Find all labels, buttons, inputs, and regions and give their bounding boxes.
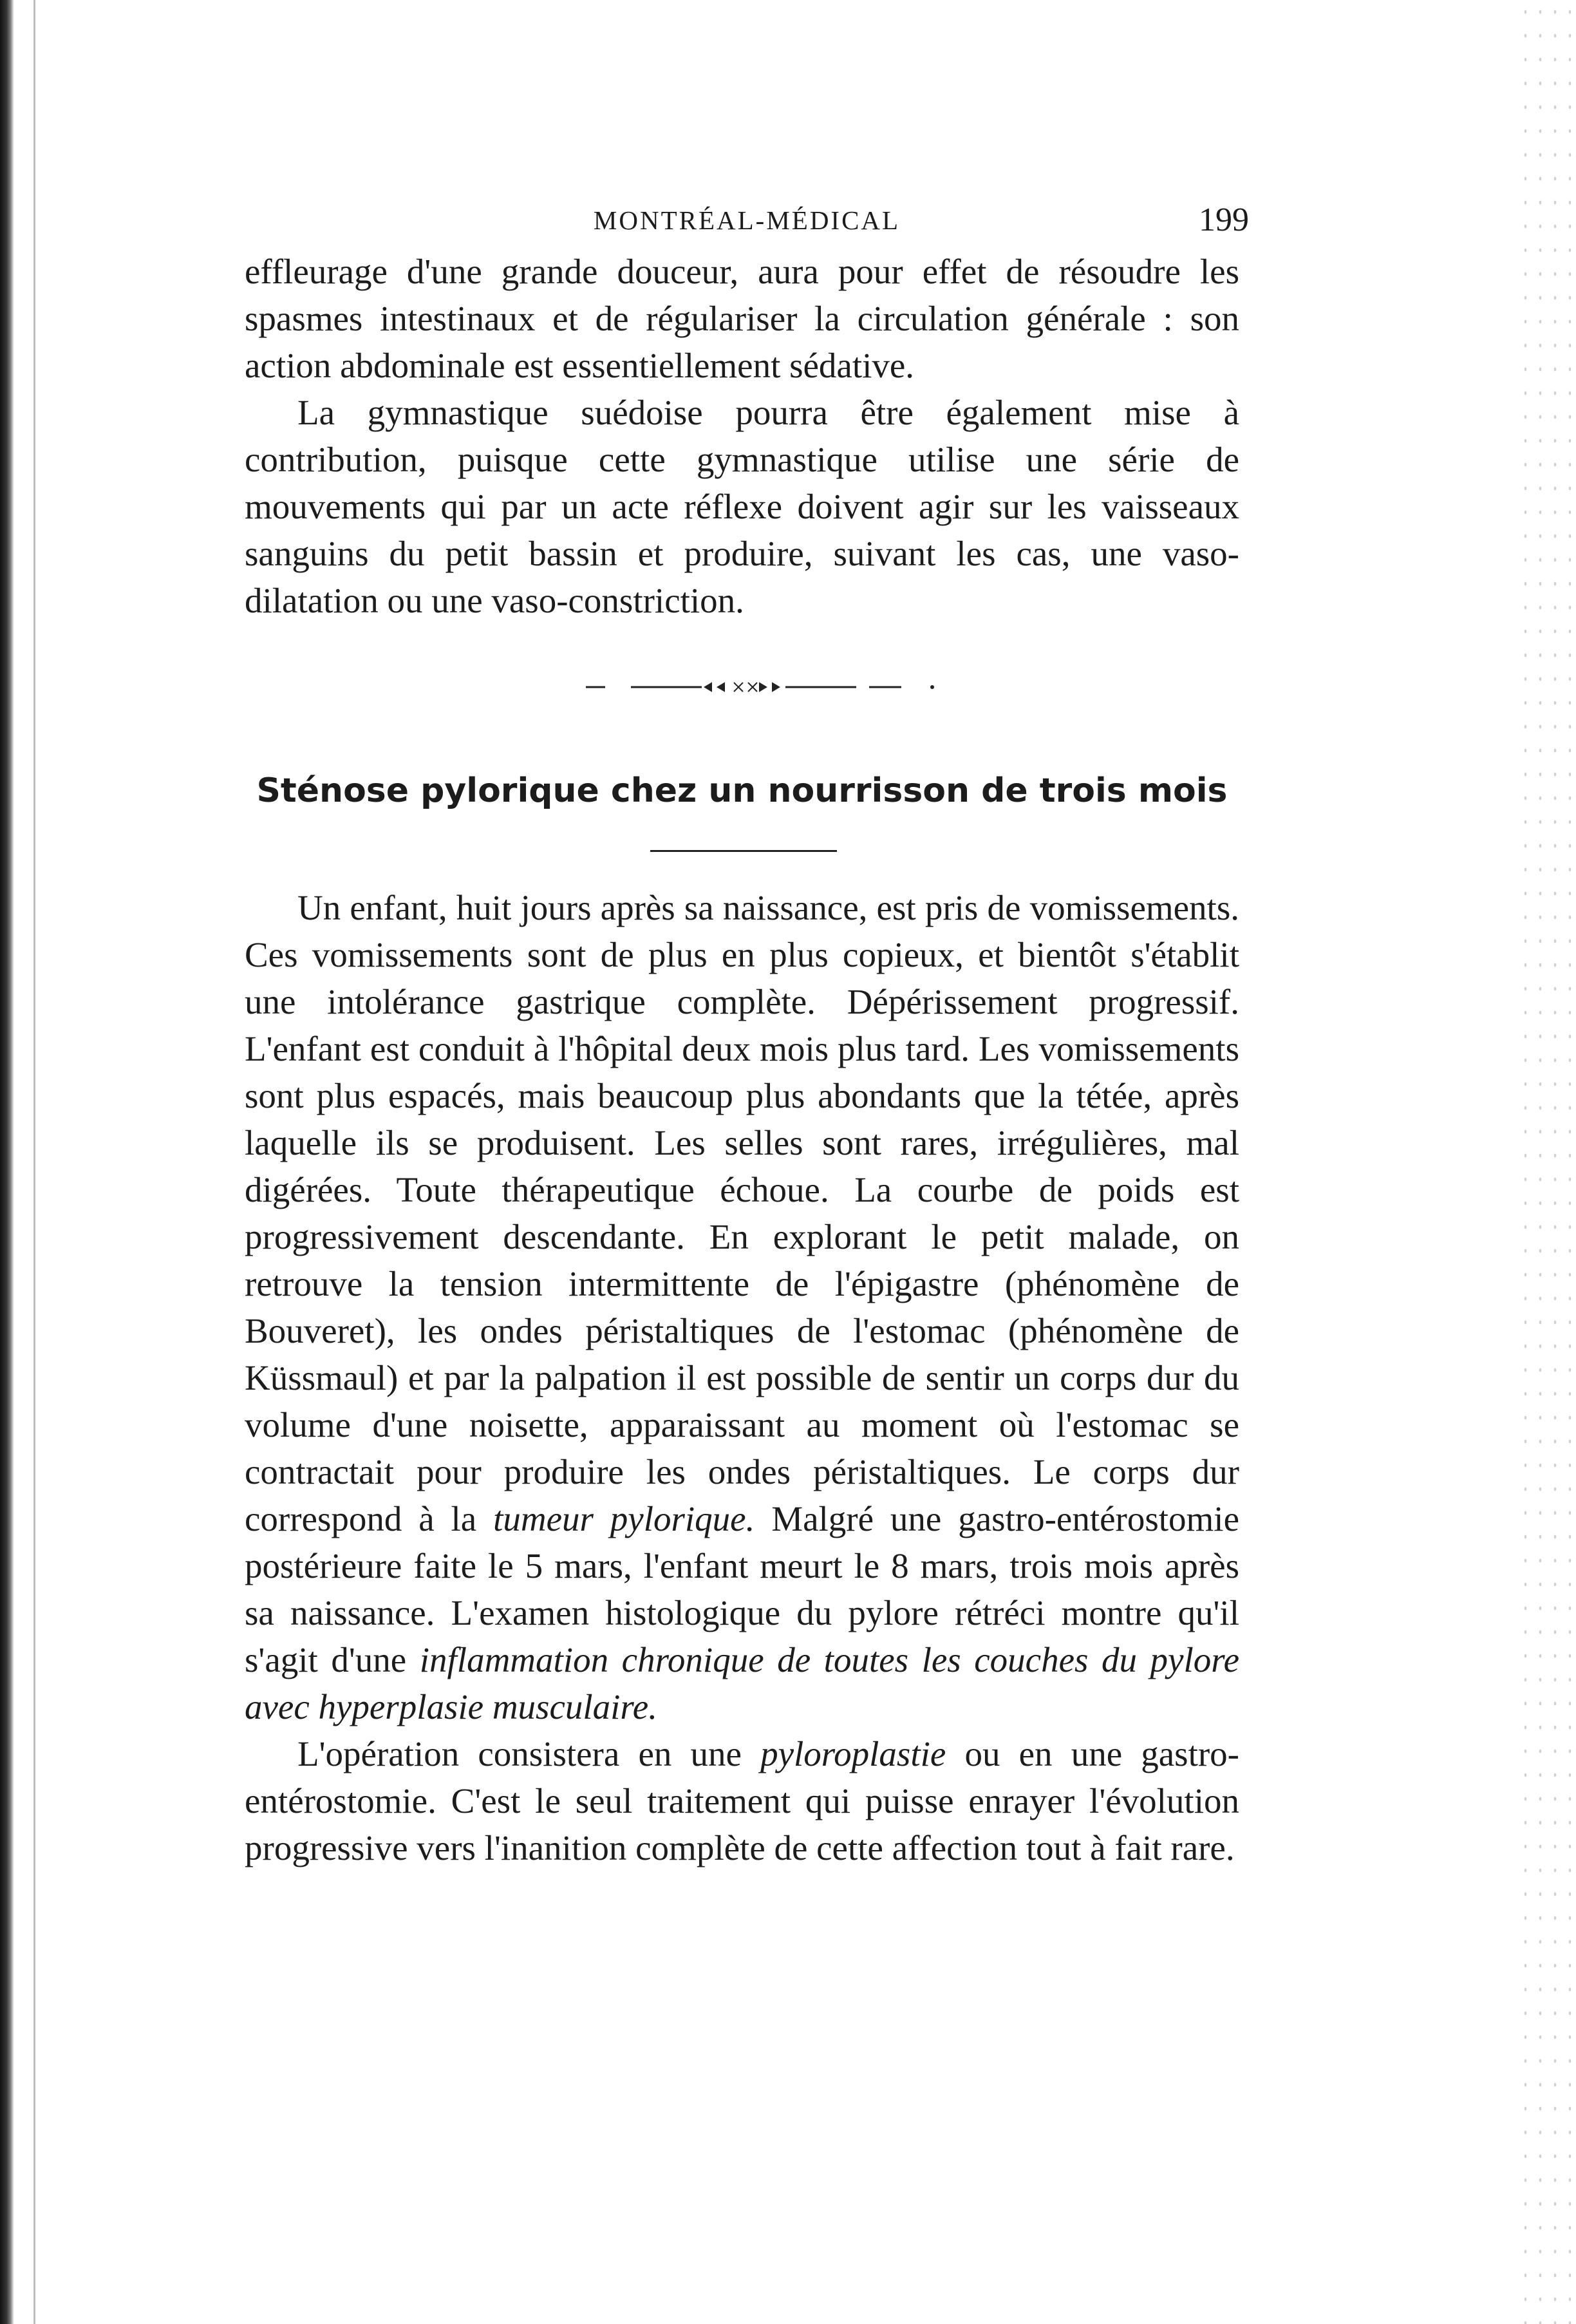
- previous-article-text: [245, 248, 1239, 624]
- emphasis-pyloroplastie: pyloroplastie: [760, 1734, 946, 1773]
- paragraph-continued: effleurage d'une grande douceur, aura pour effet de résoudre les spasmes intestinaux et de régulariser la circulation générale : son action abdominale est essentiellement sédative.: [245, 252, 1239, 385]
- treatment-text-start: L'opération consistera en une: [297, 1734, 761, 1773]
- running-header: [245, 202, 1249, 243]
- case-text-middle: Malgré une gastro-entérostomie postérieure faite le 5 mars, l'enfant meurt le 8 mars, trois mois après sa naissance. L'examen histologique du pylore rétréci montre qu'il s'agit d'une: [245, 1499, 1239, 1679]
- paragraph-treatment: [245, 1730, 1239, 1871]
- scan-speckle: [1518, 0, 1576, 2324]
- page-binding-edge: [0, 0, 14, 2324]
- emphasis-tumeur: tumeur pylorique.: [493, 1499, 755, 1538]
- page-number: 199: [1199, 202, 1249, 238]
- paragraph-case: [245, 884, 1239, 1730]
- treatment-text-end: ou en une gastro-entérostomie. C'est le seul traitement qui puisse enrayer l'évolution progressive vers l'inanition complète de cette affection tout à fait rare.: [245, 1734, 1239, 1867]
- article-body: [245, 884, 1239, 1871]
- emphasis-inflammation: inflammation chronique de toutes les couches du pylore avec hyperplasie musculaire.: [245, 1640, 1239, 1726]
- section-ornament: [579, 680, 940, 694]
- title-rule: [650, 850, 837, 852]
- page-binding-line: [33, 0, 35, 2324]
- journal-title: MONTRÉAL-MÉDICAL: [593, 205, 901, 235]
- paragraph-gymnastique: La gymnastique suédoise pourra être également mise à contribution, puisque cette gymnastique utilise une série de mouvements qui par un acte réflexe doivent agir sur les vaisseaux sanguins du petit bassin et produire, suivant les cas, une vaso-dilatation ou une vaso-constriction.: [245, 393, 1239, 620]
- case-text-start: Un enfant, huit jours après sa naissance, est pris de vomissements. Ces vomissements sont de plus en plus copieux, et bientôt s'établit une intolérance gastrique complète. Dépérissement progressif. L'enfant est conduit à l'hôpital deux mois plus tard. Les vomissements sont plus espacés, mais beaucoup plus abondants que la tétée, après laquelle ils se produisent. Les selles sont rares, irrégulières, mal digérées. Toute thérapeutique échoue. La courbe de poids est progressivement descendante. En explorant le petit malade, on retrouve la tension intermittente de l'épigastre (phénomène de Bouveret), les ondes péristaltiques de l'estomac (phénomène de Küssmaul) et par la palpation il est possible de sentir un corps dur du volume d'une noisette, apparaissant au moment où l'estomac se contractait pour produire les ondes péristaltiques. Le corps dur correspond à la: [245, 888, 1239, 1538]
- article-title: Sténose pylorique chez un nourrisson de trois mois: [256, 771, 1228, 810]
